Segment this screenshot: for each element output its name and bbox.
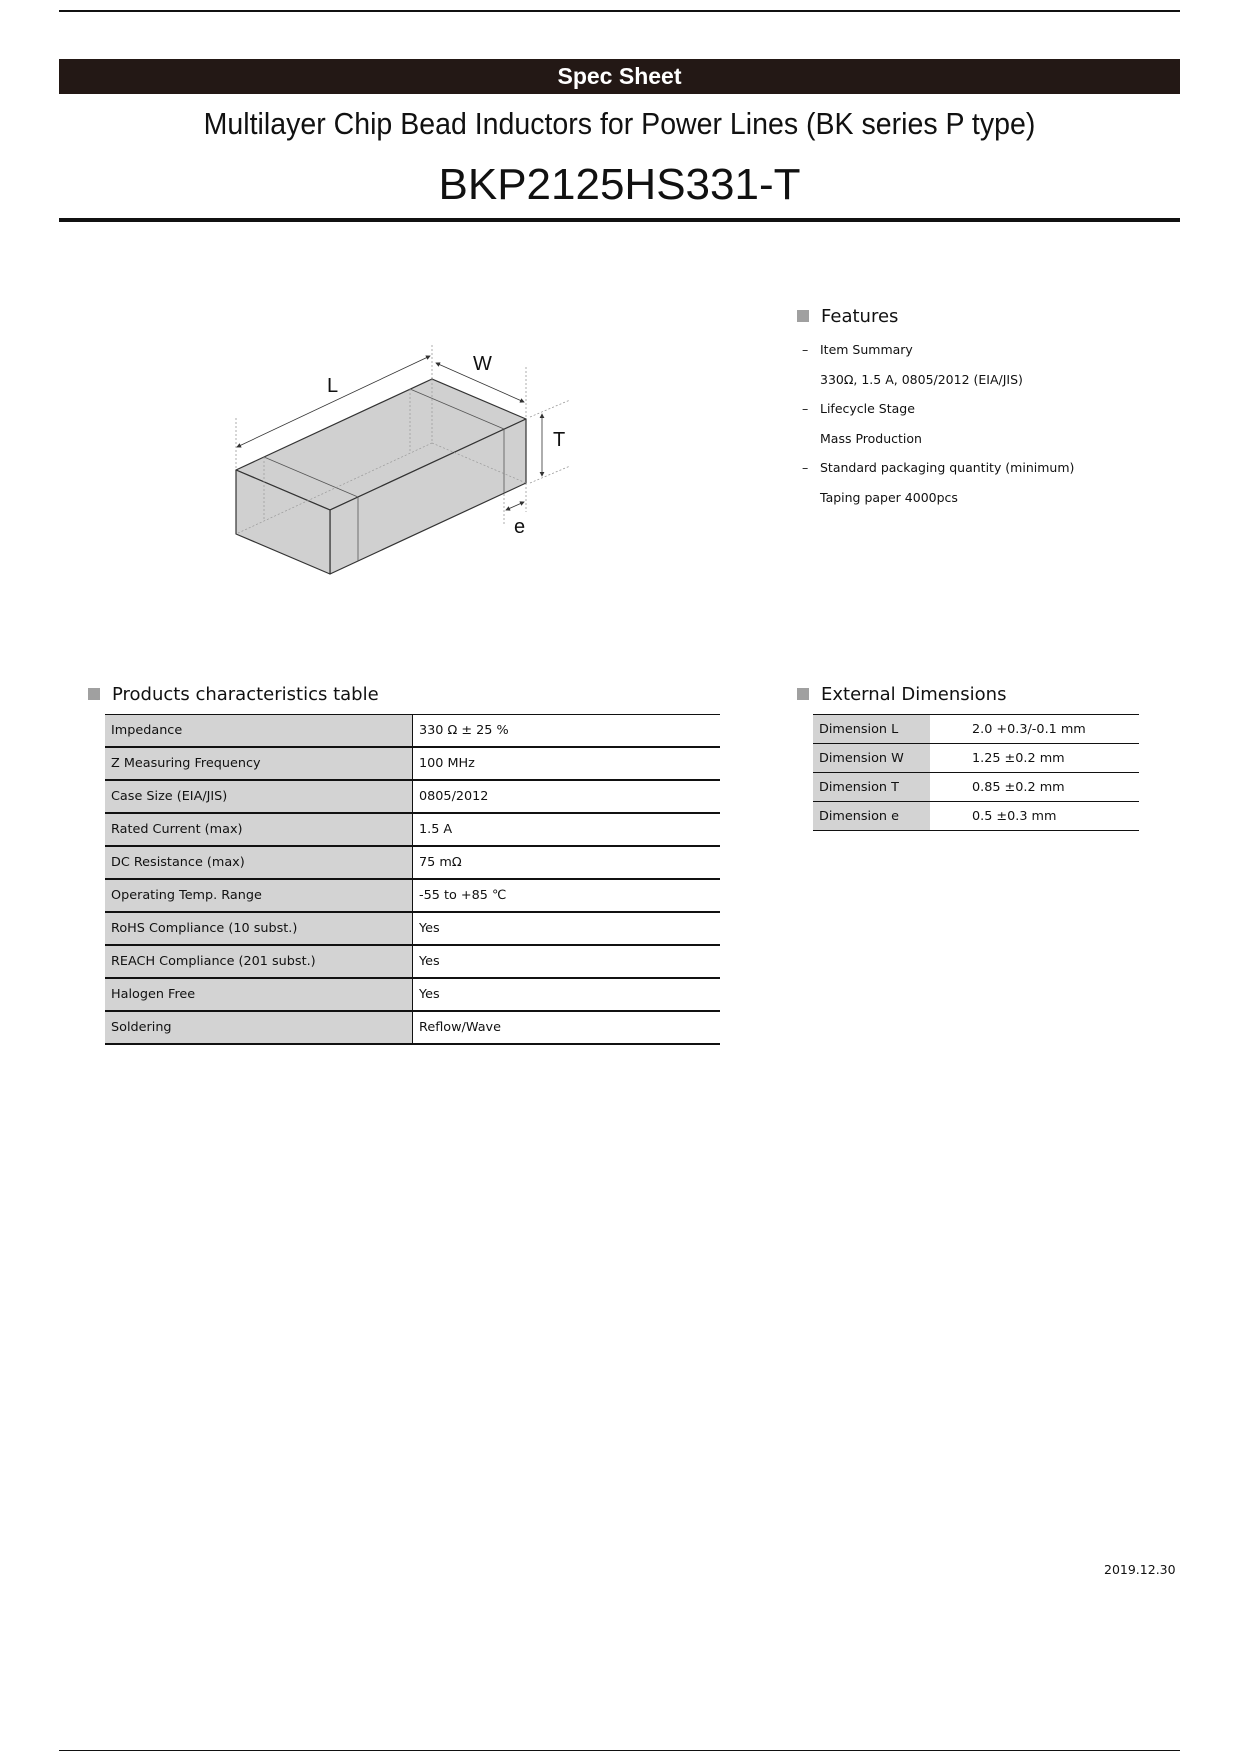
row-label: Z Measuring Frequency	[105, 747, 413, 780]
part-number: BKP2125HS331-T	[438, 160, 801, 209]
dash-icon: –	[802, 401, 809, 417]
table-row	[105, 945, 720, 978]
feature-label	[802, 394, 1182, 424]
row-label: Dimension e	[813, 802, 930, 831]
feature-label	[802, 335, 1182, 365]
row-label: Rated Current (max)	[105, 813, 413, 846]
row-value: 100 MHz	[413, 747, 721, 780]
row-value: Yes	[413, 912, 721, 945]
characteristics-title: Products characteristics table	[112, 684, 379, 705]
row-value: 2.0 +0.3/-0.1 mm	[930, 715, 1139, 744]
row-label: Halogen Free	[105, 978, 413, 1011]
dimensions-heading	[797, 684, 1006, 705]
dimension-label-L: L	[327, 375, 339, 397]
row-label: Dimension W	[813, 744, 930, 773]
row-label: REACH Compliance (201 subst.)	[105, 945, 413, 978]
row-label: Soldering	[105, 1011, 413, 1044]
row-value: 1.5 A	[413, 813, 721, 846]
dash-icon: –	[802, 460, 809, 476]
characteristics-table	[105, 714, 720, 1045]
table-row	[105, 813, 720, 846]
row-value: 0.5 ±0.3 mm	[930, 802, 1139, 831]
bottom-rule	[59, 1750, 1180, 1751]
features-title: Features	[821, 306, 899, 327]
table-row	[105, 879, 720, 912]
characteristics-heading	[88, 684, 379, 705]
row-value: Reflow/Wave	[413, 1011, 721, 1044]
row-value: 75 mΩ	[413, 846, 721, 879]
row-label: Impedance	[105, 715, 413, 748]
row-label: Dimension T	[813, 773, 930, 802]
table-row	[813, 802, 1139, 831]
features-heading	[797, 306, 898, 327]
feature-label-text: Lifecycle Stage	[820, 401, 915, 417]
row-label: Operating Temp. Range	[105, 879, 413, 912]
table-row	[105, 1011, 720, 1044]
chip-body	[236, 379, 526, 574]
issue-date: 2019.12.30	[1104, 1562, 1176, 1577]
feature-label-text: Item Summary	[820, 342, 913, 357]
row-label: Case Size (EIA/JIS)	[105, 780, 413, 813]
row-value: 330 Ω ± 25 %	[413, 715, 721, 748]
table-row	[105, 978, 720, 1011]
row-label: RoHS Compliance (10 subst.)	[105, 912, 413, 945]
dimensions-table	[813, 714, 1139, 831]
row-value: -55 to +85 ℃	[413, 879, 721, 912]
row-label: DC Resistance (max)	[105, 846, 413, 879]
feature-label-text: Standard packaging quantity (minimum)	[820, 460, 1075, 476]
feature-label	[802, 453, 1182, 483]
table-row	[105, 747, 720, 780]
square-bullet-icon	[797, 310, 809, 322]
dimension-label-W: W	[473, 353, 492, 375]
table-row	[105, 715, 720, 748]
dimensions-title: External Dimensions	[821, 684, 1007, 705]
table-row	[813, 715, 1139, 744]
row-label: Dimension L	[813, 715, 930, 744]
feature-value: Mass Production	[820, 430, 922, 446]
table-row	[813, 773, 1139, 802]
dimension-label-e: e	[514, 516, 526, 538]
chip-dimension-drawing	[0, 0, 700, 640]
dimension-label-T: T	[553, 429, 566, 451]
row-value: 0.85 ±0.2 mm	[930, 773, 1139, 802]
product-series-title: Multilayer Chip Bead Inductors for Power Lines (BK series P type)	[203, 106, 1036, 141]
features-list	[802, 335, 1182, 513]
row-value: Yes	[413, 945, 721, 978]
table-row	[105, 912, 720, 945]
row-value: 0805/2012	[413, 780, 721, 813]
feature-value: Taping paper 4000pcs	[820, 489, 958, 505]
table-row	[813, 744, 1139, 773]
square-bullet-icon	[88, 688, 100, 700]
square-bullet-icon	[797, 688, 809, 700]
table-row	[105, 846, 720, 879]
table-row	[105, 780, 720, 813]
feature-value: 330Ω, 1.5 A, 0805/2012 (EIA/JIS)	[820, 371, 1023, 387]
spec-sheet-banner: Spec Sheet	[59, 59, 1180, 94]
dash-icon: –	[802, 342, 809, 357]
row-value: Yes	[413, 978, 721, 1011]
row-value: 1.25 ±0.2 mm	[930, 744, 1139, 773]
